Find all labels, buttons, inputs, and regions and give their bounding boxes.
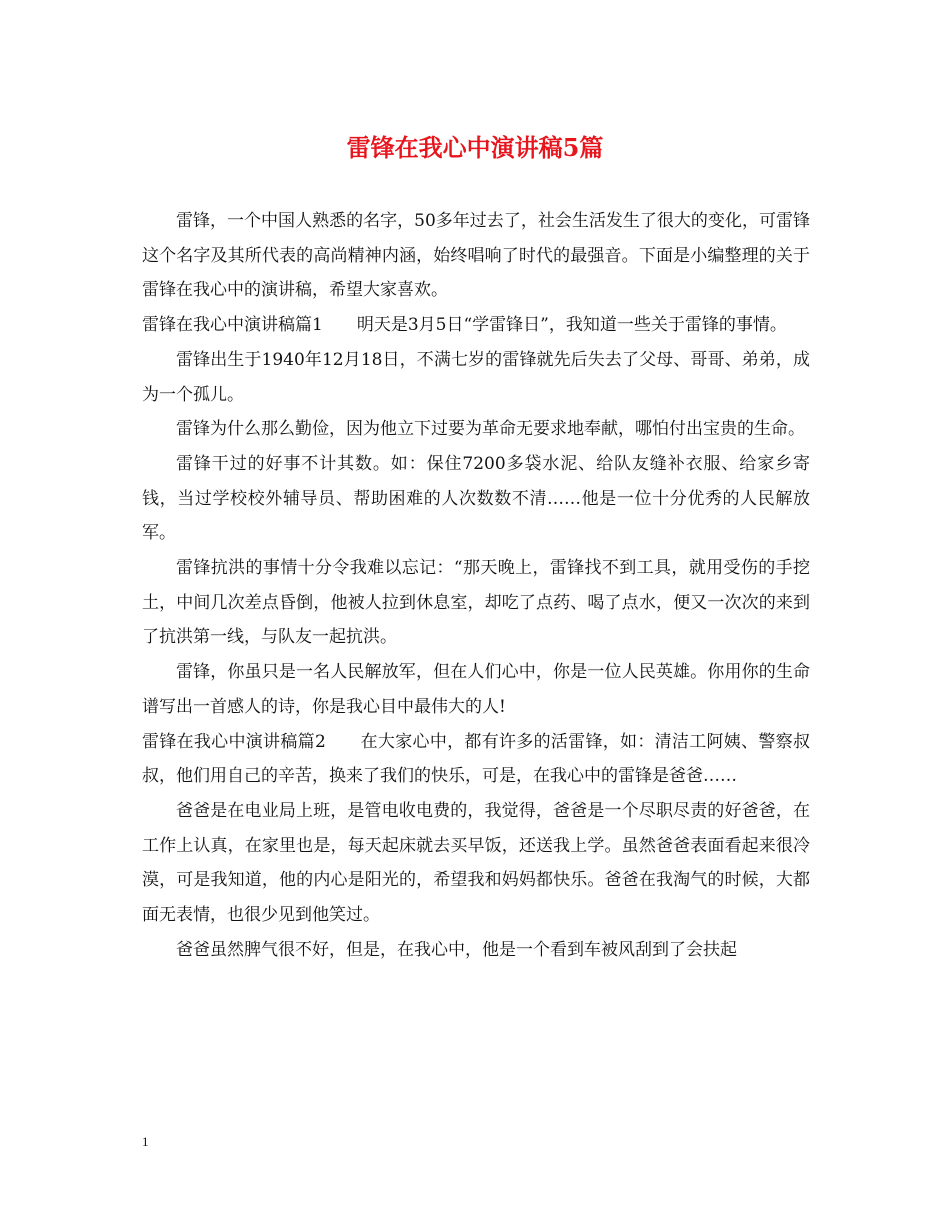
paragraph: 雷锋抗洪的事情十分令我难以忘记：“那天晚上，雷锋找不到工具，就用受伤的手挖土，中间几次差点昏倒，他被人拉到休息室，却吃了点药、喝了点水，便又一次次的来到了抗洪第一线，与队友一起抗洪。: [142, 558, 810, 648]
document-body: [142, 204, 810, 967]
paragraph: 雷锋，一个中国人熟悉的名字，50多年过去了，社会生活发生了很大的变化，可雷锋这个名字及其所代表的高尚精神内涵，始终唱响了时代的最强音。下面是小编整理的关于雷锋在我心中的演讲稿，希望大家喜欢。: [142, 211, 810, 301]
paragraph: 爸爸是在电业局上班，是管电收电费的，我觉得，爸爸是一个尽职尽责的好爸爸，在工作上认真，在家里也是，每天起床就去买早饭，还送我上学。虽然爸爸表面看起来很冷漠，可是我知道，他的内心是阳光的，希望我和妈妈都快乐。爸爸在我淘气的时候，大都面无表情，也很少见到他笑过。: [142, 800, 810, 926]
paragraph: 雷锋干过的好事不计其数。如：保住7200多袋水泥、给队友缝补衣服、给家乡寄钱，当过学校校外辅导员、帮助困难的人次数数不清……他是一位十分优秀的人民解放军。: [142, 453, 810, 544]
paragraph: 雷锋出生于1940年12月18日，不满七岁的雷锋就先后失去了父母、哥哥、弟弟，成为一个孤儿。: [142, 349, 810, 405]
document-title: 雷锋在我心中演讲稿5篇: [346, 133, 604, 162]
paragraph: 雷锋，你虽只是一名人民解放军，但在人们心中，你是一位人民英雄。你用你的生命谱写出一首感人的诗，你是我心目中最伟大的人!: [142, 662, 810, 717]
paragraph: 爸爸虽然脾气很不好，但是，在我心中，他是一个看到车被风刮到了会扶起: [176, 939, 737, 960]
page-number: 1: [142, 1134, 149, 1149]
paragraph: 雷锋为什么那么勤俭，因为他立下过要为革命无要求地奉献，哪怕付出宝贵的生命。: [176, 419, 805, 440]
paragraph: 雷锋在我心中演讲稿篇1 明天是3月5日“学雷锋日”，我知道一些关于雷锋的事情。: [142, 315, 787, 336]
paragraph: 雷锋在我心中演讲稿篇2 在大家心中，都有许多的活雷锋，如：清洁工阿姨、警察叔叔，他们用自己的辛苦，换来了我们的快乐，可是，在我心中的雷锋是爸爸……: [142, 731, 810, 787]
